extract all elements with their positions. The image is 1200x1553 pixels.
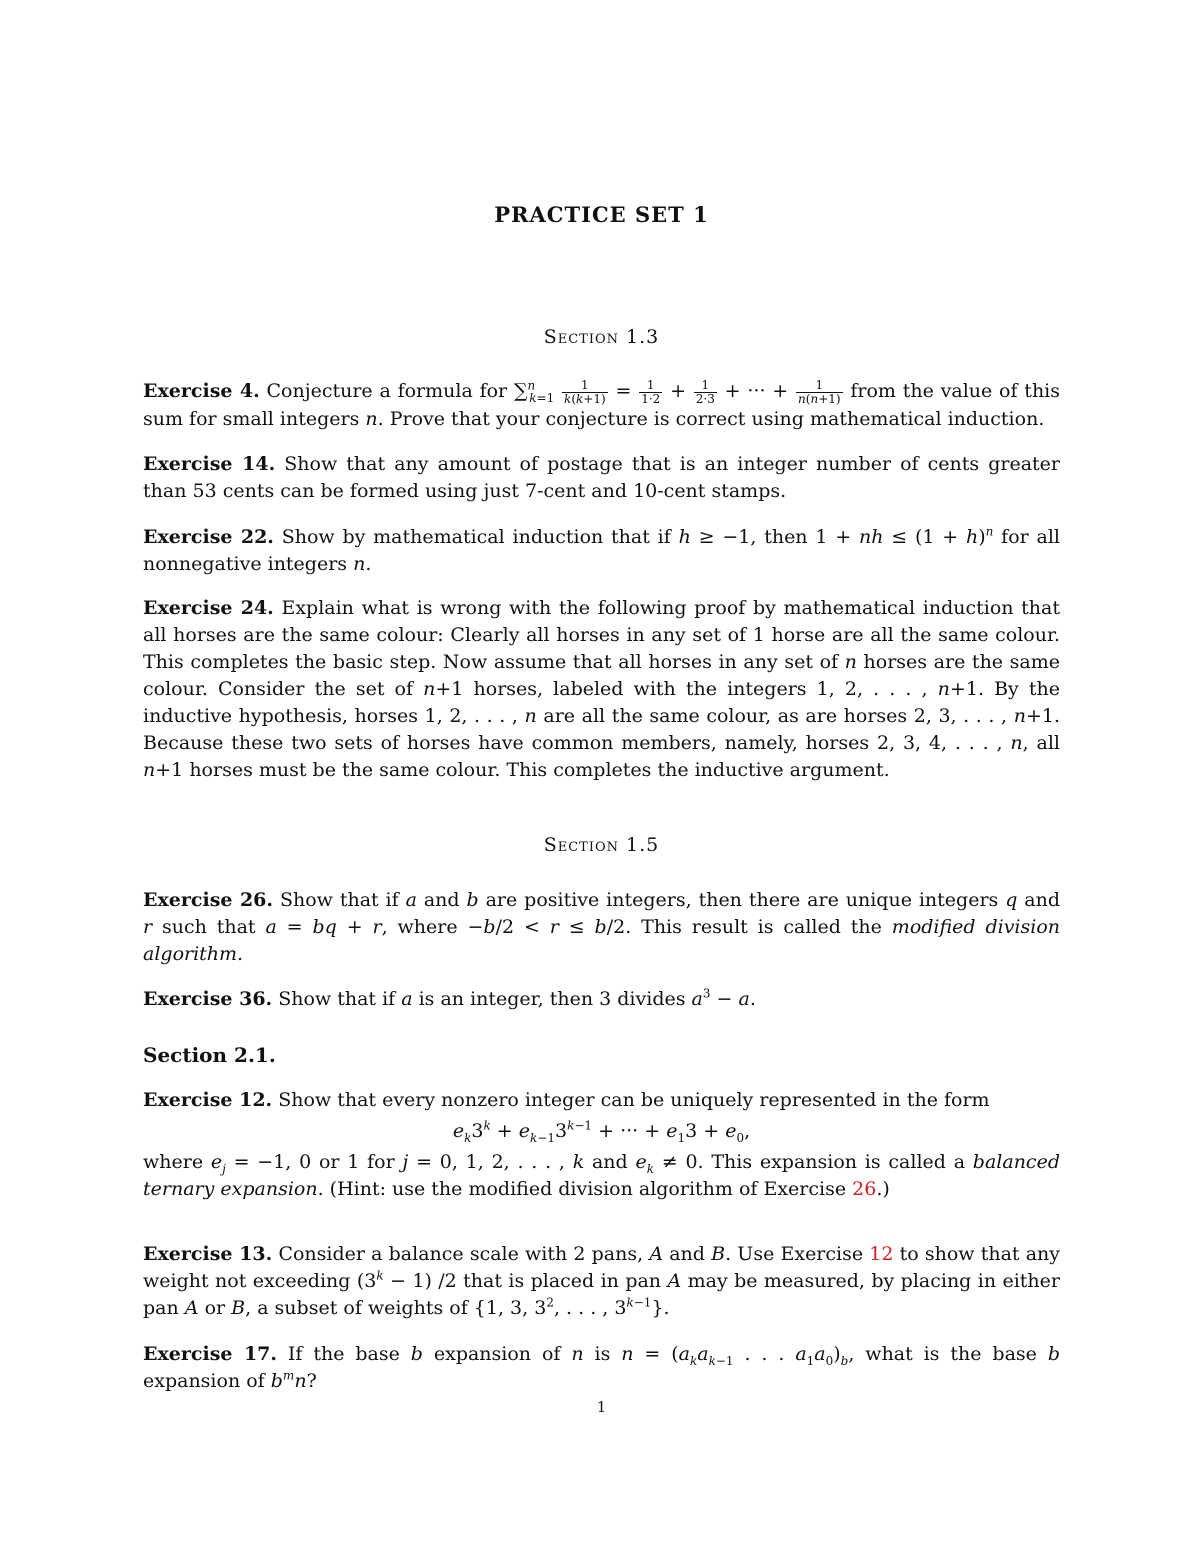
exercise-26: Exercise 26. Show that if a and b are positive integers, then there are unique integers q and r such that a = bq + r, where −b/2 < r ≤ b/2. This result is called the modified division algorithm.	[143, 889, 1061, 965]
exercise-label: Exercise 12.	[143, 1089, 273, 1111]
exercise-22: Exercise 22. Show by mathematical induction that if h ≥ −1, then 1 + nh ≤ $(1 + h)^n$ for all nonnegative integers n.	[143, 524, 1061, 575]
exercise-label: Exercise 36.	[143, 988, 273, 1010]
exercise-reference-link[interactable]: 26	[852, 1178, 877, 1200]
exercise-label: Exercise 24.	[143, 597, 274, 619]
exercise-14: Exercise 14. Show that any amount of postage that is an integer number of cents greater than 53 cents can be formed using just 7-cent and 10-cent stamps.	[143, 453, 1060, 502]
section-heading-1-3: Section 1.3	[543, 326, 660, 348]
exercise-12: Exercise 12. Show that every nonzero integer can be uniquely represented in the form $e_k3^k + e_{k-1}3^{k-1}$ + ··· + $e_13 + e_0$, where $e_j = -1$, 0 or 1 for j = 0, 1, 2, . . . , k and $e_k \ne 0$. This expansion is called a balanced ternary expansion. (Hint: use the modified division algorithm of Exercise 26.)	[143, 1089, 1060, 1200]
section-heading-2-1: Section 2.1.	[143, 1043, 276, 1067]
exercise-label: Exercise 17.	[143, 1343, 278, 1365]
exercise-label: Exercise 13.	[143, 1243, 273, 1265]
exercise-36: Exercise 36. Show that if a is an integer, then 3 divides $a^3 - a$.	[143, 986, 756, 1010]
exercise-13: Exercise 13. Consider a balance scale with 2 pans, A and B. Use Exercise 12 to show that any weight not exceeding $(3^k - 1)$ /2 that is placed in pan A may be measured, by placing in either pan A or B, a subset of weights of {1, 3, $3^2$, . . . , $3^{k-1}$}.	[143, 1243, 1061, 1319]
exercise-24: Exercise 24. Explain what is wrong with the following proof by mathematical induction that all horses are the same colour: Clearly all horses in any set of 1 horse are all the same colour. This completes the basic step. Now assume that all horses in any set of n horses are the same colour. Consider the set of n+1 horses, labeled with the integers 1, 2, . . . , n+1. By the inductive hypothesis, horses 1, 2, . . . , n are all the same colour, as are horses 2, 3, . . . , n+1. Because these two sets of horses have common members, namely, horses 2, 3, 4, . . . , n, all n+1 horses must be the same colour. This completes the inductive argument.	[143, 597, 1061, 781]
sum-formula: ∑$^n_{k=1}$ $\frac{1}{k(k+1)}$ = $\frac{1}{1\cdot 2}$ + $\frac{1}{2\cdot 3}$ + ··· + $\frac{1}{n(n+1)}$	[513, 377, 841, 406]
exercise-4: Exercise 4. Conjecture a formula for ∑$^n_{k=1}$ $\frac{1}{k(k+1)}$ = $\frac{1}{1\cdot 2}$ + $\frac{1}{2\cdot 3}$ + ··· + $\frac{1}{n(n+1)}$ from the value of this sum for small integers n. Prove that your conjecture is correct using mathematical induction.	[143, 377, 1061, 430]
exercise-label: Exercise 22.	[143, 526, 274, 548]
page-title: PRACTICE SET 1	[494, 202, 709, 227]
exercise-reference-link[interactable]: 12	[869, 1243, 894, 1265]
exercise-label: Exercise 4.	[143, 380, 260, 402]
section-heading-1-5: Section 1.5	[543, 834, 660, 856]
exercise-label: Exercise 14.	[143, 453, 276, 475]
exercise-17: Exercise 17. If the base b expansion of n is $n = (a_ka_{k-1}$ . . . $a_1a_0)_b$, what is the base b expansion of $b^mn$?	[143, 1343, 1060, 1392]
ternary-formula: $e_k3^k + e_{k-1}3^{k-1}$ + ··· + $e_13 + e_0$,	[452, 1118, 751, 1145]
page-number: 1	[596, 1398, 607, 1416]
exercise-label: Exercise 26.	[143, 889, 274, 911]
